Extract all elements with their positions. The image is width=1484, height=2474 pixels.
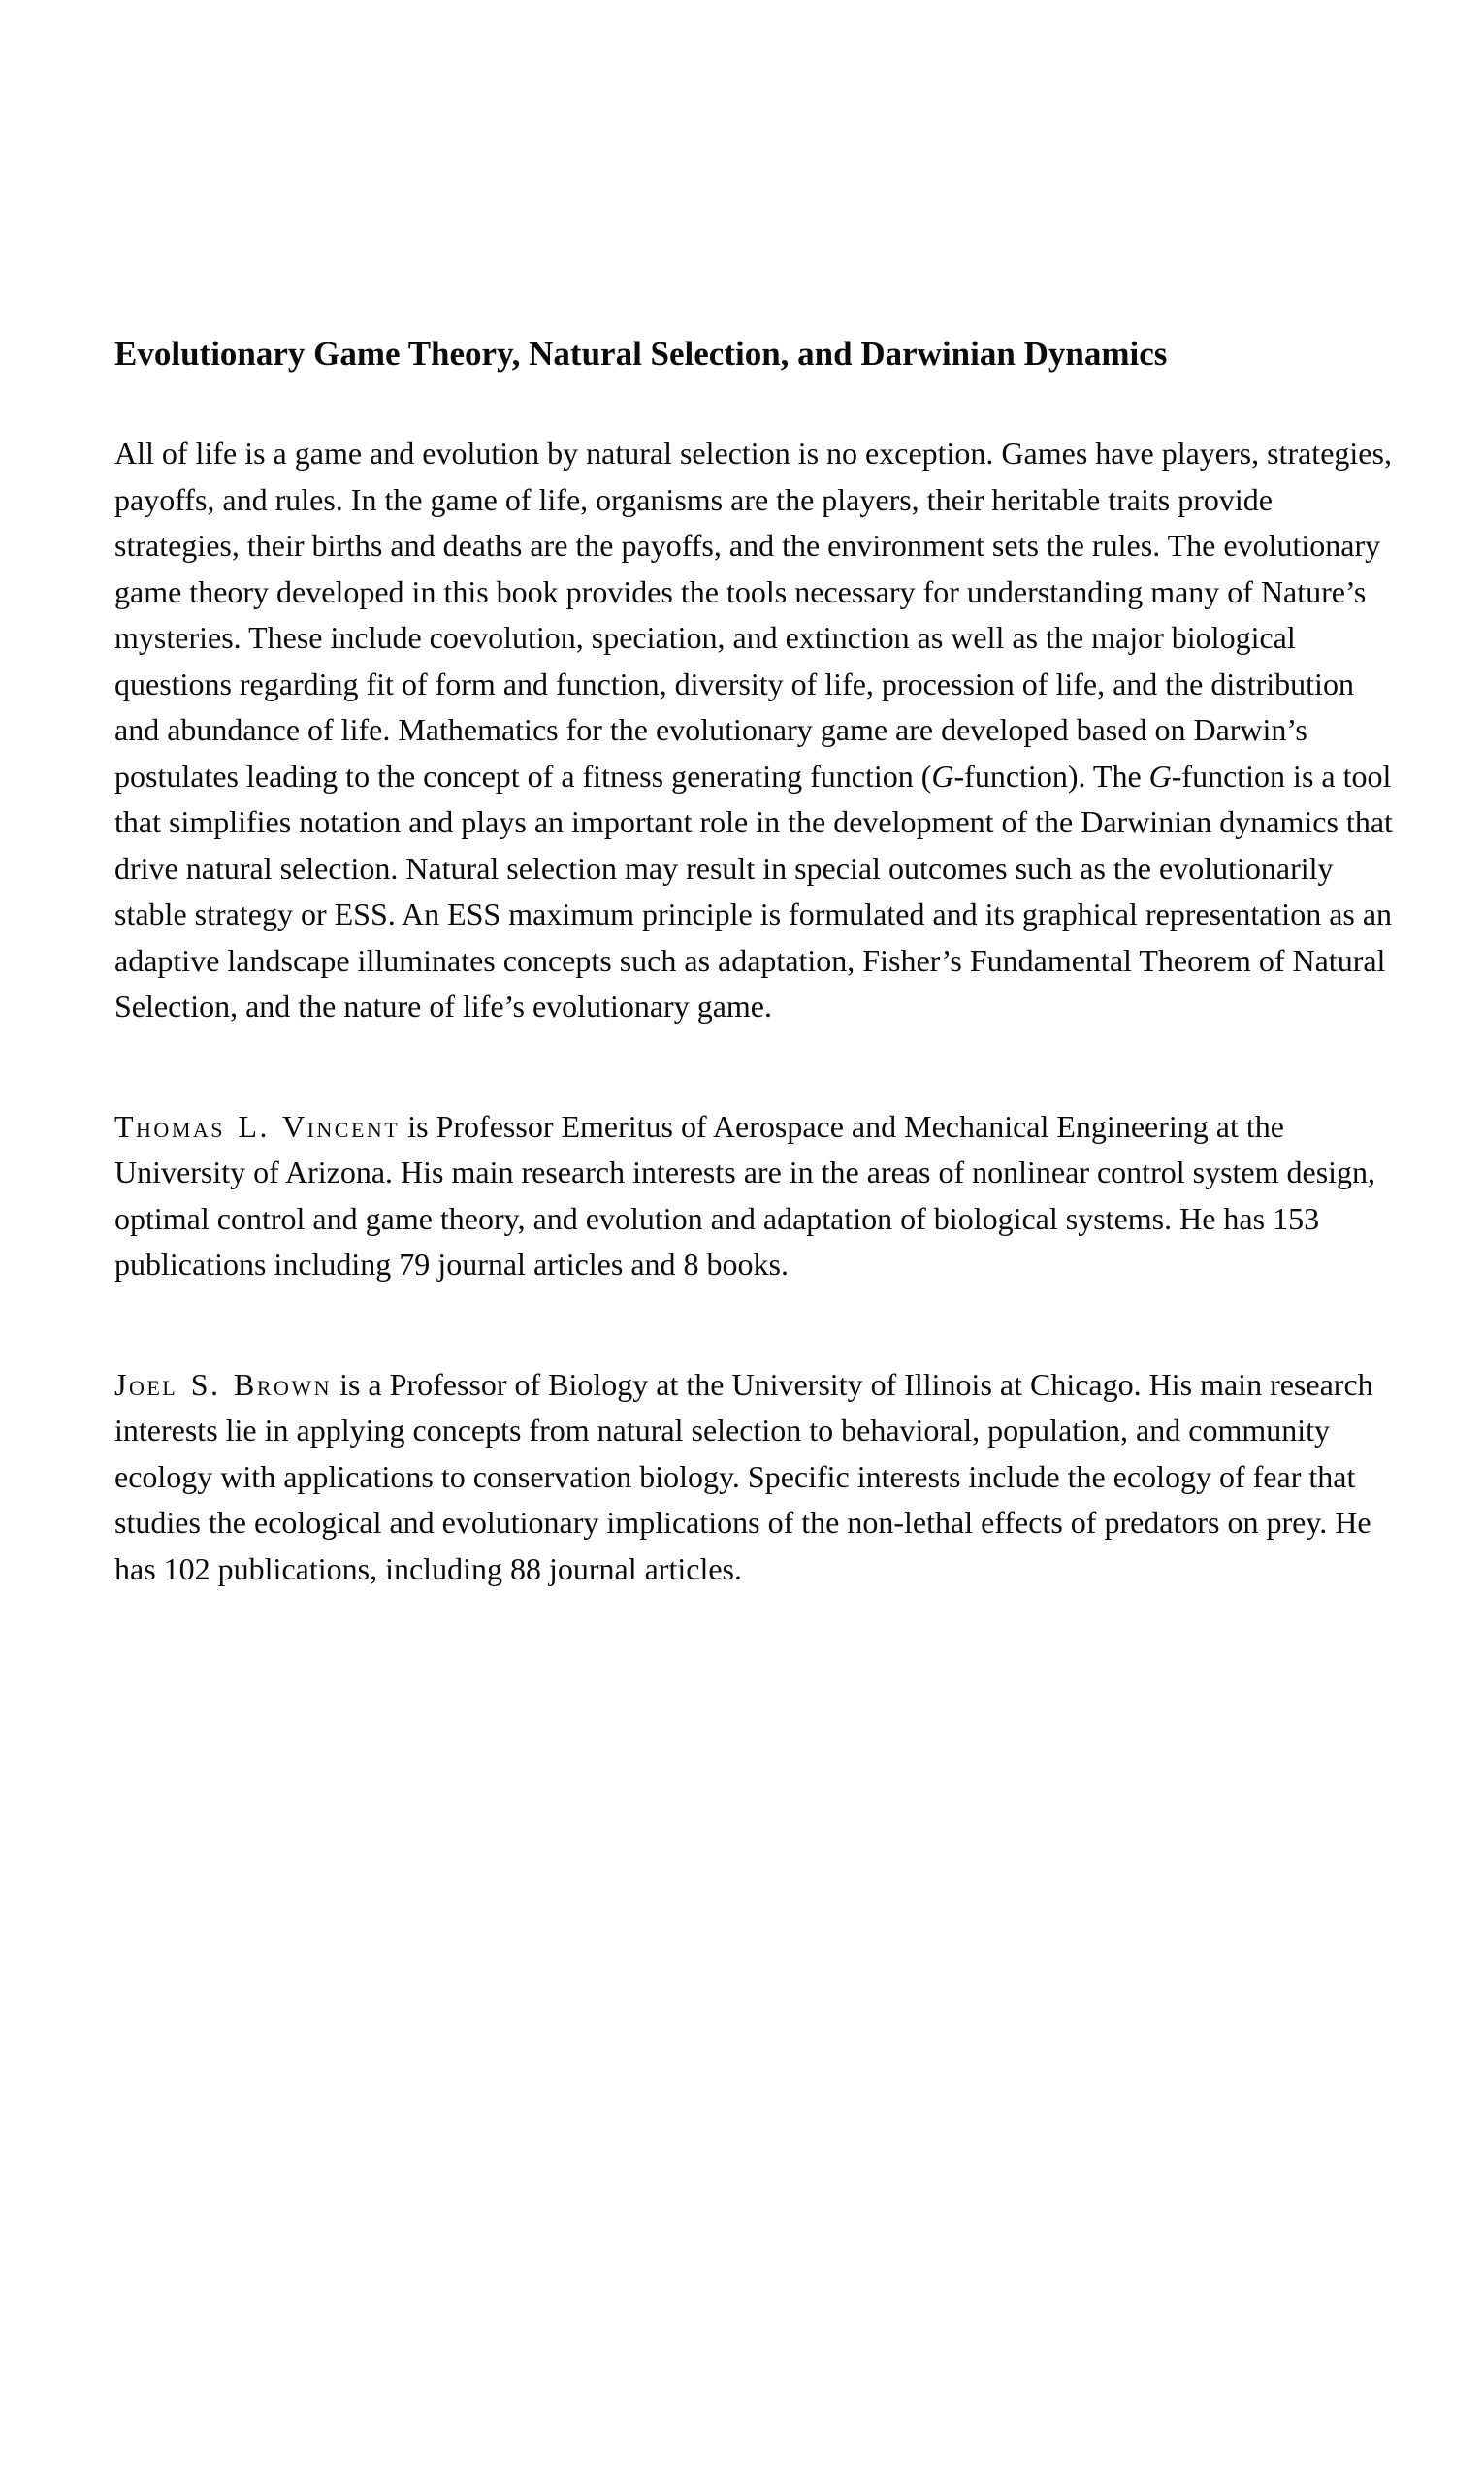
page-content [114, 334, 1397, 1592]
italic-term: G [1148, 758, 1172, 794]
text-run: is a Professor of Biology at the University of Illinois at Chicago. His main research interests lie in applying concepts from natural selection to behavioral, population, and community ecology with applications to conservation biology. Specific interests include the ecology of fear that studies the ecological and evolutionary implications of the non-lethal effects of predators on prey. He has 102 publications, including 88 journal articles. [114, 1366, 1373, 1586]
text-run: All of life is a game and evolution by natural selection is no exception. Games have players, strategies, payoffs, and rules. In the game of life, organisms are the players, their heritable traits provide strategies, their births and deaths are the payoffs, and the environment sets the rules. The evolutionary game theory developed in this book provides the tools necessary for understanding many of Nature’s mysteries. These include coevolution, speciation, and extinction as well as the major biological questions regarding fit of form and function, diversity of life, procession of life, and the distribution and abundance of life. Mathematics for the evolutionary game are developed based on Darwin’s postulates leading to the concept of a fitness generating function ( [114, 436, 1392, 794]
text-run: is Professor Emeritus of Aerospace and Mechanical Engineering at the University of Arizona. His main research interests are in the areas of nonlinear control system design, optimal control and game theory, and evolution and adaptation of biological systems. He has 153 publications including 79 journal articles and 8 books. [114, 1108, 1376, 1282]
book-description-paragraph [114, 431, 1397, 1030]
text-run: -function). The [953, 758, 1149, 794]
text-run: -function is a tool that simplifies notation and plays an important role in the development of the Darwinian dynamics that drive natural selection. Natural selection may result in special outcomes such as the evolutionarily stable strategy or ESS. An ESS maximum principle is formulated and its graphical representation as an adaptive landscape illuminates concepts such as adaptation, Fisher’s Fundamental Theorem of Natural Selection, and the nature of life’s evolutionary game. [114, 758, 1393, 1024]
author-bio-brown [114, 1362, 1397, 1593]
author-bio-vincent [114, 1104, 1397, 1288]
page-title: Evolutionary Game Theory, Natural Selection, and Darwinian Dynamics [114, 335, 1168, 373]
author-name: Thomas L. Vincent [114, 1108, 401, 1144]
author-name: Joel S. Brown [114, 1366, 333, 1402]
italic-term: G [931, 758, 954, 794]
